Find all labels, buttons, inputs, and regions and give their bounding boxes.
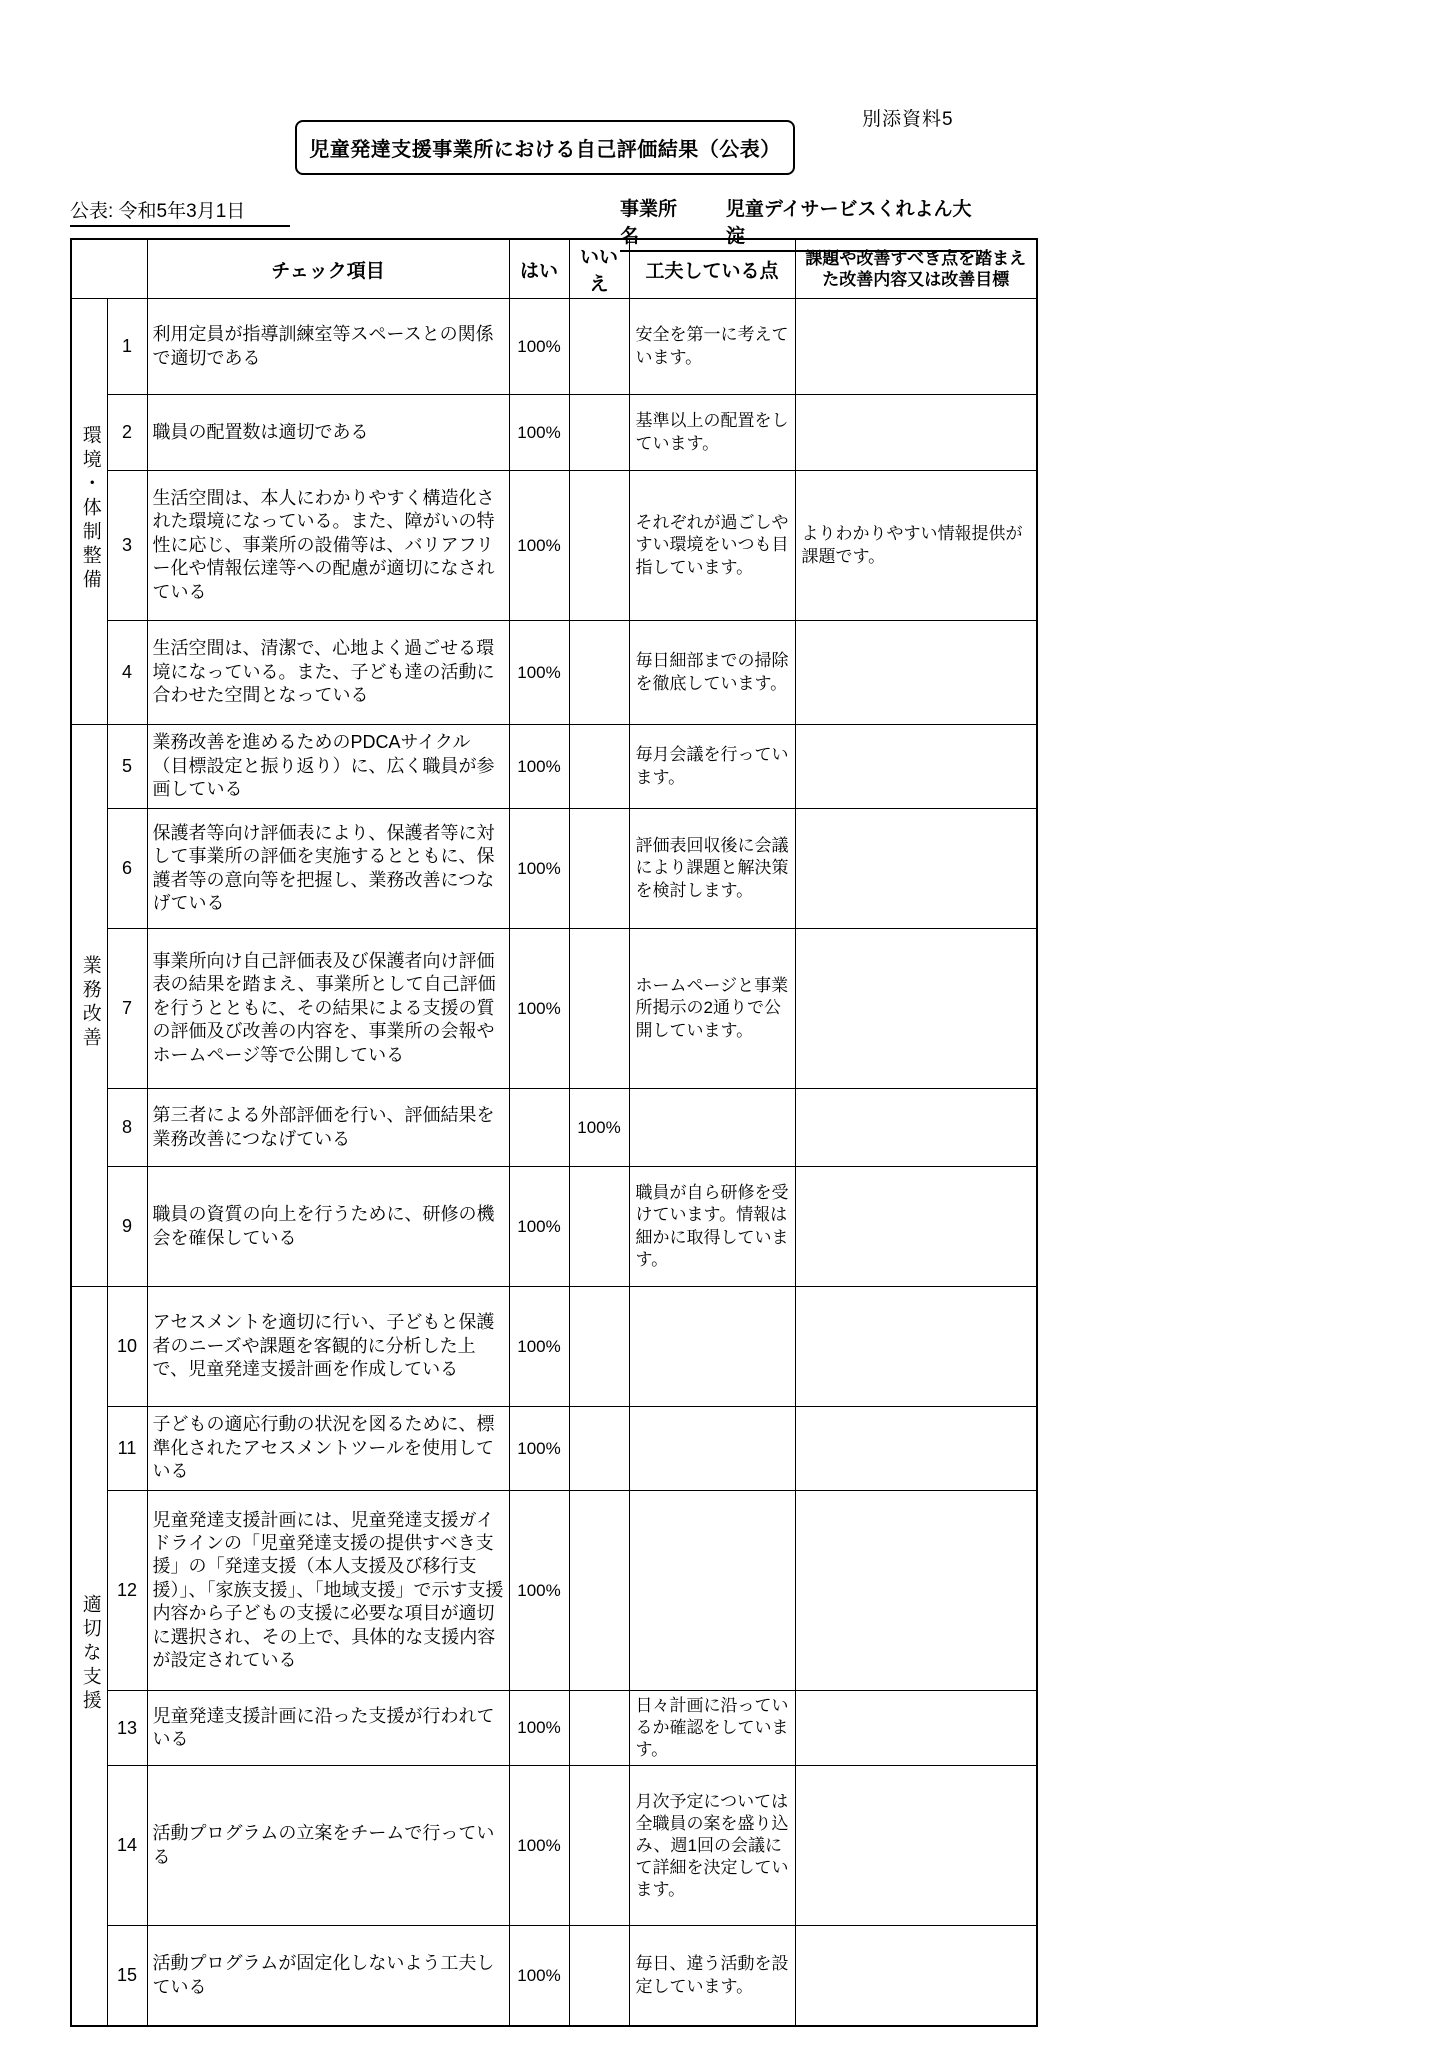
row-number: 7 — [107, 929, 147, 1089]
table-row — [71, 1167, 1037, 1287]
improvement-cell — [795, 1407, 1037, 1491]
no-cell — [569, 1926, 629, 2026]
no-cell — [569, 725, 629, 809]
improvement-cell — [795, 1491, 1037, 1691]
improvement-cell — [795, 809, 1037, 929]
check-item-text: アセスメントを適切に行い、子どもと保護者のニーズや課題を客観的に分析した上で、児童発達支援計画を作成している — [147, 1287, 509, 1407]
improvement-cell — [795, 1766, 1037, 1926]
category-cell-operations — [71, 725, 107, 1287]
no-cell: 100% — [569, 1089, 629, 1167]
yes-cell: 100% — [509, 1287, 569, 1407]
table-row — [71, 1491, 1037, 1691]
check-item-text: 児童発達支援計画に沿った支援が行われている — [147, 1691, 509, 1766]
evaluation-table — [70, 238, 1038, 2027]
yes-cell: 100% — [509, 471, 569, 621]
no-cell — [569, 621, 629, 725]
devised-cell: 毎月会議を行っています。 — [629, 725, 795, 809]
devised-cell: 毎日、違う活動を設定しています。 — [629, 1926, 795, 2026]
table-row — [71, 725, 1037, 809]
yes-cell: 100% — [509, 621, 569, 725]
publish-date: 公表: 令和5年3月1日 — [70, 196, 290, 227]
check-item-text: 業務改善を進めるためのPDCAサイクル（目標設定と振り返り）に、広く職員が参画している — [147, 725, 509, 809]
header-check-item: チェック項目 — [147, 239, 509, 299]
header-improvement: 課題や改善すべき点を踏まえた改善内容又は改善目標 — [795, 239, 1037, 299]
devised-cell: 評価表回収後に会議により課題と解決策を検討します。 — [629, 809, 795, 929]
row-number: 2 — [107, 395, 147, 471]
improvement-cell: よりわかりやすい情報提供が課題です。 — [795, 471, 1037, 621]
check-item-text: 児童発達支援計画には、児童発達支援ガイドラインの「児童発達支援の提供すべき支援」の「発達支援（本人支援及び移行支援）」、「家族支援」、「地域支援」で示す支援内容から子どもの支援に必要な項目が適切に選択され、その上で、具体的な支援内容が設定されている — [147, 1491, 509, 1691]
row-number: 11 — [107, 1407, 147, 1491]
table-row — [71, 1287, 1037, 1407]
no-cell — [569, 1491, 629, 1691]
table-row — [71, 1926, 1037, 2026]
check-item-text: 子どもの適応行動の状況を図るために、標準化されたアセスメントツールを使用している — [147, 1407, 509, 1491]
page-title: 児童発達支援事業所における自己評価結果（公表） — [295, 120, 795, 175]
row-number: 1 — [107, 299, 147, 395]
table-row — [71, 1766, 1037, 1926]
yes-cell: 100% — [509, 299, 569, 395]
table-row — [71, 1691, 1037, 1766]
row-number: 3 — [107, 471, 147, 621]
check-item-text: 活動プログラムが固定化しないよう工夫している — [147, 1926, 509, 2026]
improvement-cell — [795, 299, 1037, 395]
yes-cell: 100% — [509, 1167, 569, 1287]
yes-cell: 100% — [509, 1691, 569, 1766]
devised-cell: 基準以上の配置をしています。 — [629, 395, 795, 471]
header-no: いいえ — [569, 239, 629, 299]
check-item-text: 職員の配置数は適切である — [147, 395, 509, 471]
check-item-text: 第三者による外部評価を行い、評価結果を業務改善につなげている — [147, 1089, 509, 1167]
no-cell — [569, 1766, 629, 1926]
row-number: 13 — [107, 1691, 147, 1766]
yes-cell: 100% — [509, 809, 569, 929]
vertical-label: 適切な支援 — [79, 1594, 101, 1715]
table-row — [71, 809, 1037, 929]
check-item-text: 生活空間は、清潔で、心地よく過ごせる環境になっている。また、子ども達の活動に合わせた空間となっている — [147, 621, 509, 725]
devised-cell — [629, 1491, 795, 1691]
no-cell — [569, 395, 629, 471]
header-devised: 工夫している点 — [629, 239, 795, 299]
row-number: 12 — [107, 1491, 147, 1691]
no-cell — [569, 471, 629, 621]
table-row — [71, 1407, 1037, 1491]
office-name: 児童デイサービスくれよん大淀 — [725, 199, 972, 247]
row-number: 10 — [107, 1287, 147, 1407]
row-number: 9 — [107, 1167, 147, 1287]
doc-ref-label: 別添資料5 — [862, 109, 954, 130]
no-cell — [569, 1407, 629, 1491]
header-empty-cell — [71, 239, 147, 299]
check-item-text: 職員の資質の向上を行うために、研修の機会を確保している — [147, 1167, 509, 1287]
yes-cell: 100% — [509, 725, 569, 809]
devised-cell — [629, 1407, 795, 1491]
check-item-text: 利用定員が指導訓練室等スペースとの関係で適切である — [147, 299, 509, 395]
devised-cell: 安全を第一に考えています。 — [629, 299, 795, 395]
improvement-cell — [795, 1926, 1037, 2026]
improvement-cell — [795, 1089, 1037, 1167]
devised-cell: それぞれが過ごしやすい環境をいつも目指しています。 — [629, 471, 795, 621]
header-yes: はい — [509, 239, 569, 299]
no-cell — [569, 1287, 629, 1407]
yes-cell: 100% — [509, 1766, 569, 1926]
table-row — [71, 621, 1037, 725]
vertical-label: 環境・体制整備 — [79, 425, 101, 593]
devised-cell — [629, 1089, 795, 1167]
row-number: 15 — [107, 1926, 147, 2026]
row-number: 6 — [107, 809, 147, 929]
check-item-text: 保護者等向け評価表により、保護者等に対して事業所の評価を実施するとともに、保護者等の意向等を把握し、業務改善につなげている — [147, 809, 509, 929]
yes-cell: 100% — [509, 1926, 569, 2026]
table-row — [71, 929, 1037, 1089]
devised-cell: 月次予定については全職員の案を盛り込み、週1回の会議にて詳細を決定しています。 — [629, 1766, 795, 1926]
improvement-cell — [795, 929, 1037, 1089]
no-cell — [569, 1167, 629, 1287]
yes-cell: 100% — [509, 1407, 569, 1491]
row-number: 14 — [107, 1766, 147, 1926]
office-label: 事業所名 — [620, 199, 678, 247]
improvement-cell — [795, 395, 1037, 471]
no-cell — [569, 1691, 629, 1766]
improvement-cell — [795, 1287, 1037, 1407]
row-number: 4 — [107, 621, 147, 725]
category-cell-environment — [71, 299, 107, 725]
devised-cell: ホームページと事業所掲示の2通りで公開しています。 — [629, 929, 795, 1089]
table-header-row — [71, 239, 1037, 299]
check-item-text: 活動プログラムの立案をチームで行っている — [147, 1766, 509, 1926]
row-number: 5 — [107, 725, 147, 809]
improvement-cell — [795, 1691, 1037, 1766]
row-number: 8 — [107, 1089, 147, 1167]
improvement-cell — [795, 621, 1037, 725]
table-row — [71, 1089, 1037, 1167]
devised-cell — [629, 1287, 795, 1407]
table-row — [71, 299, 1037, 395]
table-row — [71, 471, 1037, 621]
no-cell — [569, 929, 629, 1089]
improvement-cell — [795, 1167, 1037, 1287]
yes-cell — [509, 1089, 569, 1167]
devised-cell: 職員が自ら研修を受けています。情報は細かに取得しています。 — [629, 1167, 795, 1287]
check-item-text: 生活空間は、本人にわかりやすく構造化された環境になっている。また、障がいの特性に応じ、事業所の設備等は、バリアフリー化や情報伝達等への配慮が適切になされている — [147, 471, 509, 621]
no-cell — [569, 299, 629, 395]
yes-cell: 100% — [509, 395, 569, 471]
category-cell-support — [71, 1287, 107, 2026]
improvement-cell — [795, 725, 1037, 809]
table-row — [71, 395, 1037, 471]
devised-cell: 毎日細部までの掃除を徹底しています。 — [629, 621, 795, 725]
check-item-text: 事業所向け自己評価表及び保護者向け評価表の結果を踏まえ、事業所として自己評価を行うとともに、その結果による支援の質の評価及び改善の内容を、事業所の会報やホームページ等で公開している — [147, 929, 509, 1089]
devised-cell: 日々計画に沿っているか確認をしています。 — [629, 1691, 795, 1766]
yes-cell: 100% — [509, 1491, 569, 1691]
no-cell — [569, 809, 629, 929]
vertical-label: 業務改善 — [79, 955, 101, 1051]
yes-cell: 100% — [509, 929, 569, 1089]
